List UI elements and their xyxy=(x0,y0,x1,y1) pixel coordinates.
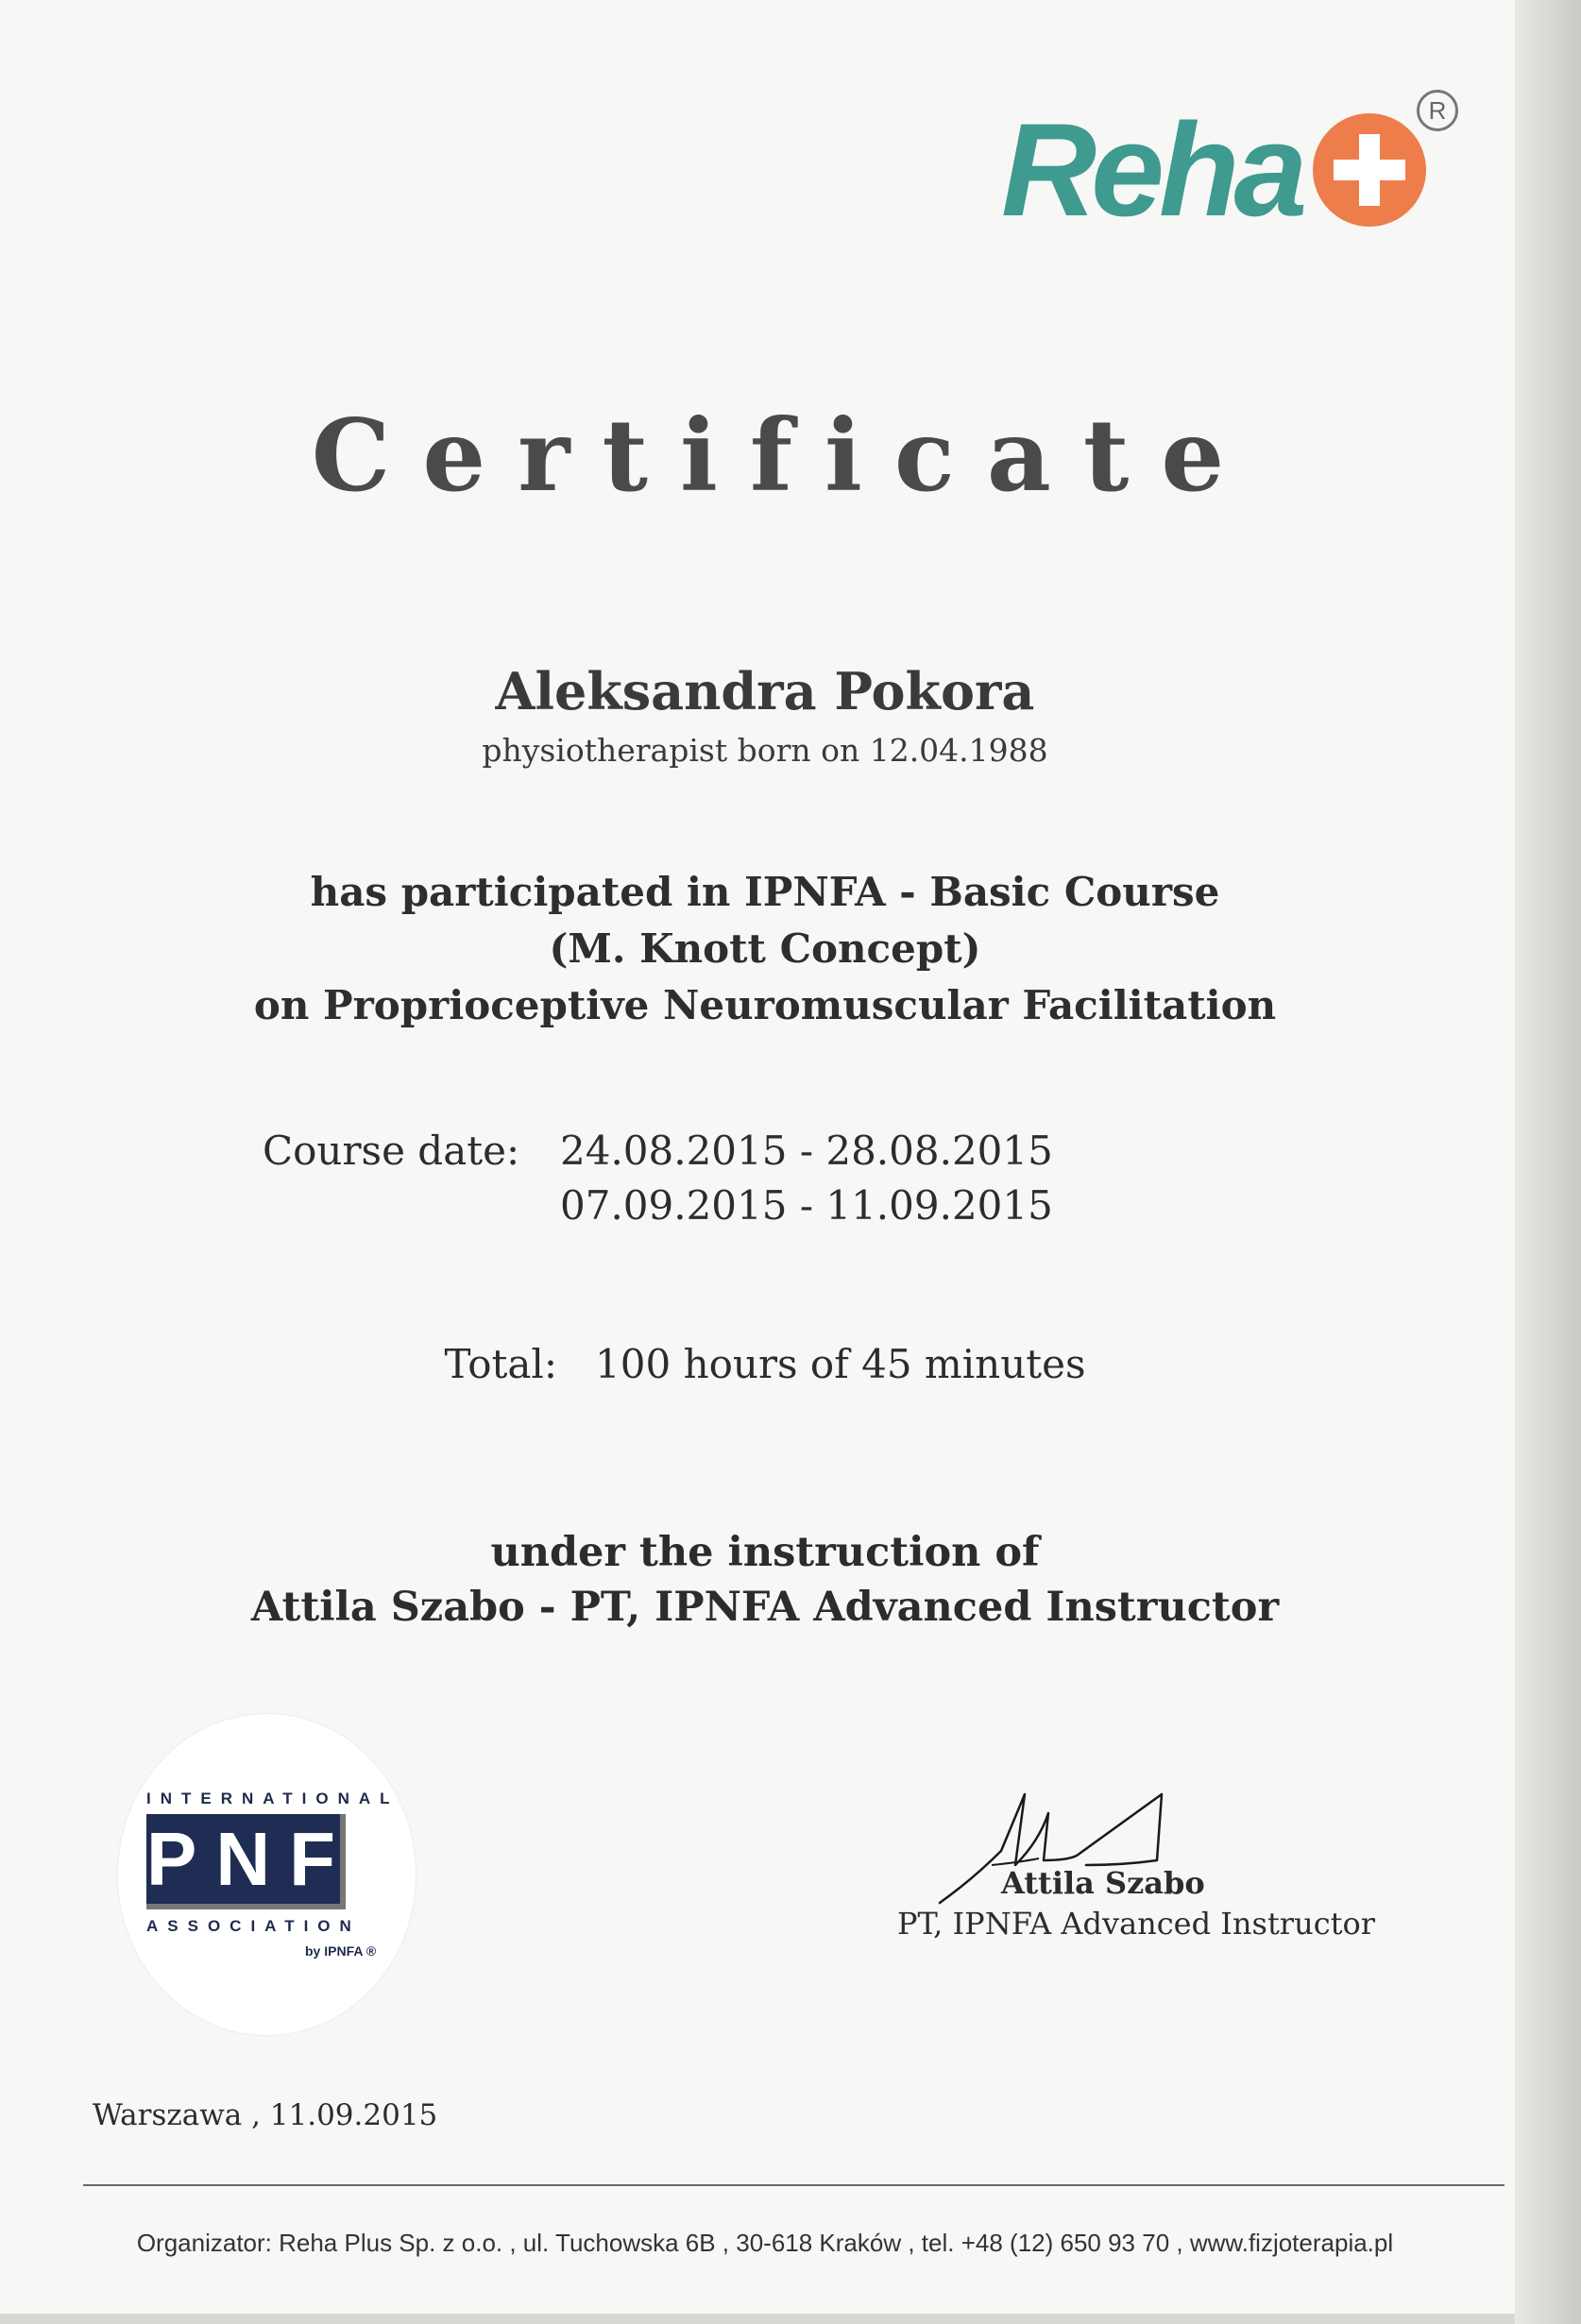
orange-circle-plus-icon xyxy=(1313,113,1426,227)
course-line: on Proprioceptive Neuromuscular Facilitation xyxy=(253,982,1277,1028)
signature-role: PT, IPNFA Advanced Instructor xyxy=(897,1906,1376,1942)
paper-edge-background xyxy=(1515,0,1581,2324)
seal-main-text: PNF xyxy=(146,1814,346,1909)
course-date-values xyxy=(560,1124,1053,1233)
certificate-title: Certificate xyxy=(311,397,1257,514)
course-date-label: Course date: xyxy=(263,1128,520,1174)
total-value: 100 hours of 45 minutes xyxy=(595,1341,1086,1387)
instruction-line: under the instruction of xyxy=(490,1529,1040,1576)
course-line: has participated in IPNFA - Basic Course xyxy=(310,869,1220,915)
course-date-range: 24.08.2015 - 28.08.2015 xyxy=(560,1128,1053,1174)
reha-plus-logo xyxy=(1001,90,1473,250)
registered-mark-icon: R xyxy=(1417,90,1458,131)
course-date-range: 07.09.2015 - 11.09.2015 xyxy=(560,1182,1053,1229)
seal-by-text: by IPNFA ® xyxy=(305,1943,377,1959)
course-line: (M. Knott Concept) xyxy=(549,925,981,972)
logo-text: Reha xyxy=(1001,95,1302,244)
recipient-name: Aleksandra Pokora xyxy=(495,661,1035,721)
pnf-association-seal xyxy=(146,1790,400,1959)
course-description xyxy=(0,864,1530,1034)
footer-divider xyxy=(83,2184,1504,2186)
place-and-date: Warszawa , 11.09.2015 xyxy=(93,2098,438,2132)
signature-name: Attila Szabo xyxy=(1001,1865,1205,1901)
seal-top-text: INTERNATIONAL xyxy=(146,1790,400,1807)
total-label: Total: xyxy=(444,1341,557,1387)
instruction-line: Attila Szabo - PT, IPNFA Advanced Instructor xyxy=(250,1584,1280,1631)
recipient-info: physiotherapist born on 12.04.1988 xyxy=(482,732,1048,769)
seal-bottom-text: ASSOCIATION xyxy=(146,1917,361,1935)
total-hours xyxy=(0,1341,1530,1387)
organizer-footer: Organizator: Reha Plus Sp. z o.o. , ul. Tuchowska 6B , 30-618 Kraków , tel. +48 (12) 650 93 70 , www.fizjoterapia.pl xyxy=(136,2229,1394,2257)
instruction-block xyxy=(0,1525,1530,1635)
